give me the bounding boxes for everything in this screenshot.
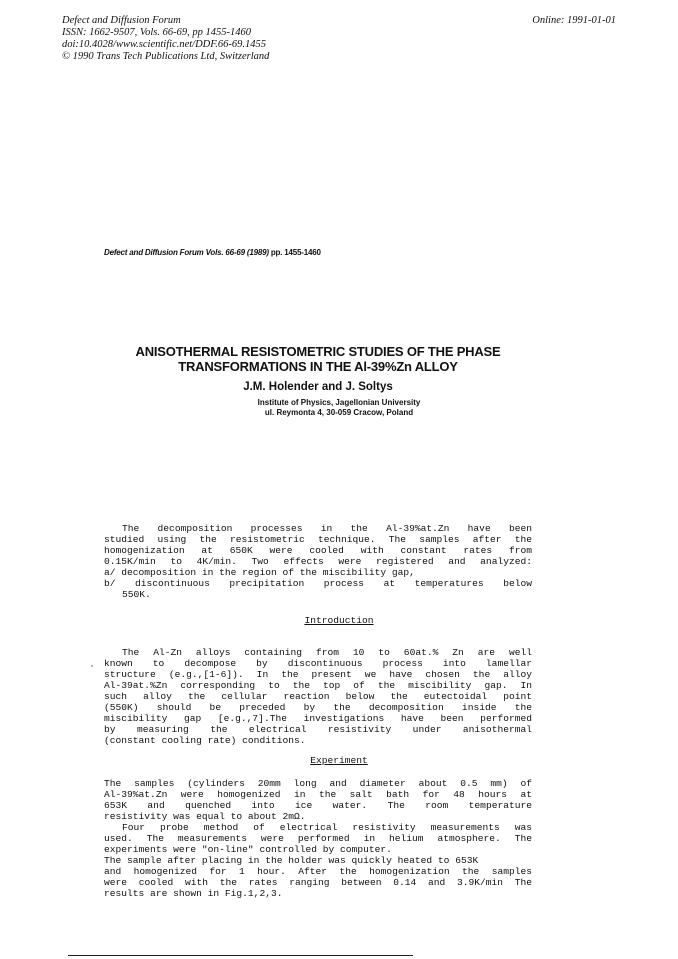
intro-line: (550K) should be preceded by the decomposition inside the bbox=[104, 702, 532, 713]
online-date: Online: 1991-01-01 bbox=[532, 15, 616, 26]
intro-line: (constant cooling rate) conditions. bbox=[104, 735, 306, 746]
affiliation bbox=[0, 398, 678, 418]
section-heading-experiment: Experiment bbox=[310, 755, 368, 766]
citation-pages: pp. 1455-1460 bbox=[270, 248, 321, 257]
citation-vols: Vols. 66-69 (1989) bbox=[205, 248, 269, 257]
intro-line: The Al-Zn alloys containing from 10 to 60at.% Zn are well bbox=[122, 647, 532, 658]
title-line-1: ANISOTHERMAL RESISTOMETRIC STUDIES OF THE PHASE bbox=[135, 344, 501, 359]
experiment-line: resistivity was equal to about 2mΩ. bbox=[104, 811, 306, 822]
intro-line: Al-39at.%Zn corresponding to the top of the miscibility gap. In bbox=[104, 680, 532, 691]
citation-line bbox=[104, 248, 321, 257]
journal-header bbox=[62, 15, 269, 63]
experiment-line: and homogenized for 1 hour. After the homogenization the samples bbox=[104, 866, 532, 877]
margin-mark bbox=[91, 665, 93, 667]
intro-line: miscibility gap [e.g.,7].The investigations have been performed bbox=[104, 713, 532, 724]
intro-line: such alloy the cellular reaction below the eutectoidal point bbox=[104, 691, 532, 702]
experiment-line: 653K and quenched into ice water. The room temperature bbox=[104, 800, 532, 811]
experiment-line: were cooled with the rates ranging between 0.14 and 3.9K/min The bbox=[104, 877, 532, 888]
paper-title bbox=[80, 344, 556, 374]
intro-line: structure (e.g.,[1-6]). In the present we have chosen the alloy bbox=[104, 669, 532, 680]
abstract-line: homogenization at 650K were cooled with constant rates from bbox=[104, 545, 532, 556]
abstract-line: The decomposition processes in the Al-39%at.Zn have been bbox=[122, 523, 532, 534]
journal-name: Defect and Diffusion Forum bbox=[62, 15, 181, 26]
copyright-line: © 1990 Trans Tech Publications Ltd, Switzerland bbox=[62, 51, 270, 62]
intro-line: known to decompose by discontinuous process into lamellar bbox=[104, 658, 532, 669]
authors: J.M. Holender and J. Soltys bbox=[243, 381, 393, 393]
experiment-line: Four probe method of electrical resistivity measurements was bbox=[122, 822, 532, 833]
affiliation-line-2: ul. Reymonta 4, 30-059 Cracow, Poland bbox=[264, 408, 414, 417]
experiment-line: The sample after placing in the holder was quickly heated to 653K bbox=[104, 855, 479, 866]
issn-line: ISSN: 1662-9507, Vols. 66-69, pp 1455-1460 bbox=[62, 27, 251, 38]
experiment-line: used. The measurements were performed in helium atmosphere. The bbox=[104, 833, 532, 844]
experiment-line: experiments were "on-line" controlled by computer. bbox=[104, 844, 392, 855]
abstract-line: 0.15K/min to 4K/min. Two effects were registered and analyzed: bbox=[104, 556, 532, 567]
bottom-rule bbox=[68, 955, 413, 956]
citation-journal: Defect and Diffusion Forum bbox=[104, 248, 204, 257]
section-heading-introduction: Introduction bbox=[304, 615, 374, 626]
abstract-line: 550K. bbox=[122, 589, 151, 600]
affiliation-line-1: Institute of Physics, Jagellonian University bbox=[257, 398, 421, 407]
experiment-line: Al-39%at.Zn were homogenized in the salt bath for 48 hours at bbox=[104, 789, 532, 800]
abstract-line: b/ discontinuous precipitation process at temperatures below bbox=[104, 578, 532, 589]
abstract-line: a/ decomposition in the region of the miscibility gap, bbox=[104, 567, 415, 578]
experiment-line: results are shown in Fig.1,2,3. bbox=[104, 888, 283, 899]
abstract-line: studied using the resistometric technique. The samples after the bbox=[104, 534, 532, 545]
experiment-line: The samples (cylinders 20mm long and diameter about 0.5 mm) of bbox=[104, 778, 532, 789]
intro-line: by measuring the electrical resistivity under anisothermal bbox=[104, 724, 532, 735]
title-line-2: TRANSFORMATIONS IN THE Al-39%Zn ALLOY bbox=[178, 359, 458, 374]
doi-line: doi:10.4028/www.scientific.net/DDF.66-69.1455 bbox=[62, 39, 267, 50]
